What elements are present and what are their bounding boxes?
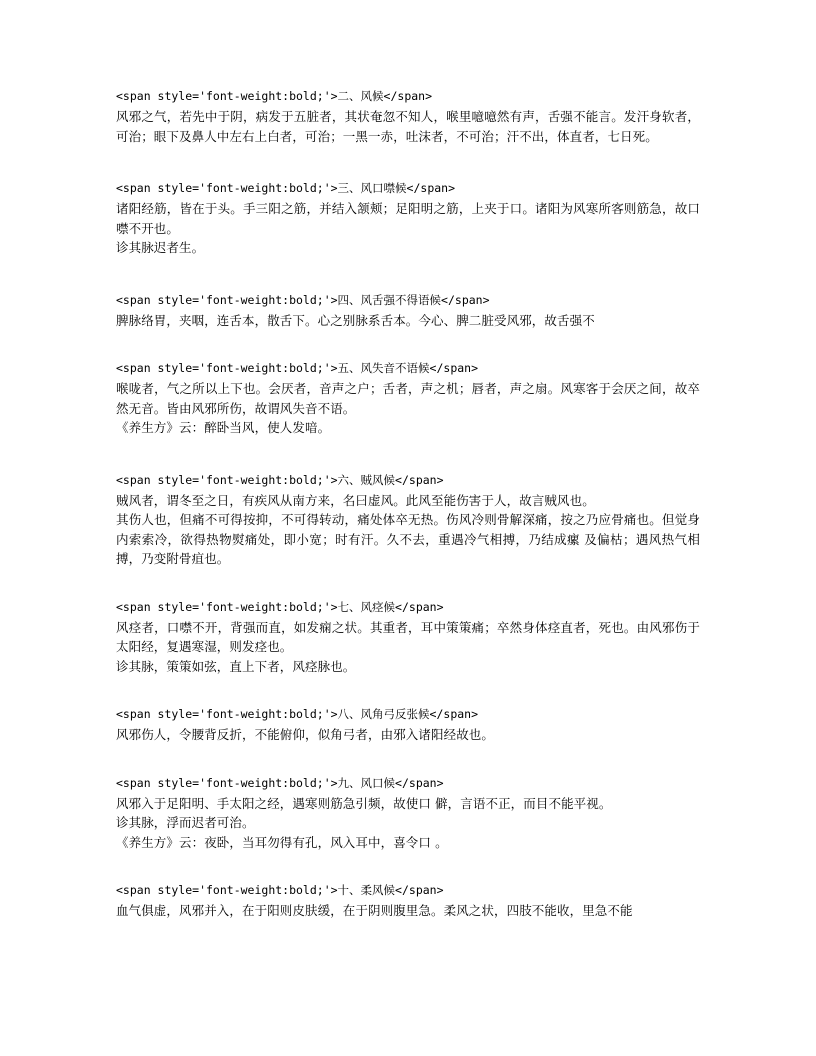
section-raw-heading: <span style='font-weight:bold;'>七、风痉候</span>: [116, 599, 444, 614]
section-paragraph: 《养生方》云：醉卧当风，使人发喑。: [116, 420, 331, 435]
document-section: [116, 472, 700, 569]
section-raw-heading: <span style='font-weight:bold;'>十、柔风候</span>: [116, 883, 444, 897]
section-raw-heading: <span style='font-weight:bold;'>三、风口噤候</span>: [116, 181, 456, 195]
document-section: [116, 599, 700, 677]
section-paragraph: 风邪之气，若先中于阴，病发于五脏者，其状奄忽不知人，喉里噫噫然有声，舌强不能言。发汗身软者，可治；眼下及鼻人中左右上白者，可治；一黑一赤，吐沫者，不可治；汗不出，体直者，七日死。: [116, 109, 700, 144]
section-paragraph: 《养生方》云：夜卧，当耳勿得有孔，风入耳中，喜令口 。: [116, 834, 448, 850]
document-section: [116, 292, 700, 331]
section-raw-heading: <span style='font-weight:bold;'>九、风口候</span>: [116, 775, 444, 790]
document-section: [116, 882, 700, 921]
section-paragraph: 血气俱虚，风邪并入，在于阳则皮肤缓，在于阴则腹里急。柔风之状，四肢不能收，里急不能: [116, 903, 633, 918]
section-raw-heading: <span style='font-weight:bold;'>四、风舌强不得语候</span>: [116, 292, 490, 307]
section-paragraph: 其伤人也，但痛不可得按抑，不可得转动，痛处体卒无热。伤风冷则骨解深痛，按之乃应骨痛也。但觉身内索索冷，欲得热物熨痛处，即小宽；时有汗。久不去，重遇冷气相搏，乃结成瘰 及偏枯；遇风热气相搏，乃变附骨疽也。: [116, 512, 700, 566]
document-section: [116, 775, 700, 853]
section-paragraph: 贼风者，谓冬至之日，有疾风从南方来，名曰虚风。此风至能伤害于人，故言贼风也。: [116, 492, 595, 508]
section-raw-heading: <span style='font-weight:bold;'>八、风角弓反张候</span>: [116, 707, 479, 721]
section-paragraph: 风邪入于足阳明、手太阳之经，遇寒则筋急引频，故使口 僻，言语不正，而目不能平视。: [116, 795, 612, 811]
section-paragraph: 喉咙者，气之所以上下也。会厌者，音声之户；舌者，声之机；唇者，声之扇。风寒客于会厌之间，故卒然无音。皆由风邪所伤，故谓风失音不语。: [116, 381, 700, 416]
section-paragraph: 诊其脉迟者生。: [116, 240, 205, 255]
document-section: [116, 88, 700, 146]
section-paragraph: 风邪伤人，令腰背反折，不能俯仰，似角弓者，由邪入诸阳经故也。: [116, 727, 495, 742]
section-paragraph: 诊其脉，策策如弦，直上下者，风痉脉也。: [116, 658, 356, 674]
document-section: [116, 706, 700, 745]
section-raw-heading: <span style='font-weight:bold;'>六、贼风候</span>: [116, 472, 444, 487]
section-raw-heading: <span style='font-weight:bold;'>五、风失音不语候</span>: [116, 361, 479, 375]
section-paragraph: 诸阳经筋，皆在于头。手三阳之筋，并结入颔颊；足阳明之筋，上夹于口。诸阳为风寒所客则筋急，故口噤不开也。: [116, 201, 700, 236]
section-raw-heading: <span style='font-weight:bold;'>二、风候</span>: [116, 89, 433, 103]
section-paragraph: 诊其脉，浮而迟者可治。: [116, 815, 255, 830]
document-section: [116, 360, 700, 438]
section-paragraph: 风痉者，口噤不开，背强而直，如发痫之状。其重者，耳中策策痛；卒然身体痉直者，死也。由风邪伤于太阳经，复遇寒湿，则发痉也。: [116, 619, 700, 654]
document-section: [116, 180, 700, 258]
section-paragraph: 脾脉络胃，夹咽，连舌本，散舌下。心之别脉系舌本。今心、脾二脏受风邪，故舌强不: [116, 312, 595, 328]
